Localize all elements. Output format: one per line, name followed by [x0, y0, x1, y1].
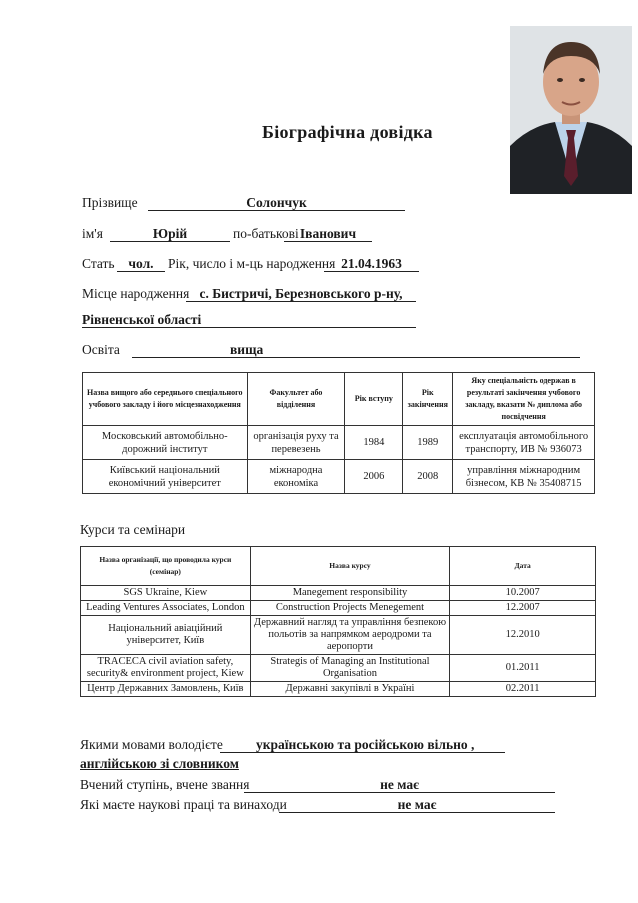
table-cell: Центр Державних Замовлень, Київ: [81, 682, 251, 697]
surname-value: Солончук: [148, 195, 405, 211]
table-cell: Державні закупівлі в Україні: [250, 682, 450, 697]
table-row: [81, 586, 596, 601]
table-cell: Київський національний економічний університет: [83, 460, 248, 494]
table-cell: експлуатація автомобільного транспорту, ИВ № 936073: [453, 426, 595, 460]
table-row: [81, 655, 596, 682]
table-cell: 2006: [345, 460, 403, 494]
header-course-name: Назва курсу: [250, 547, 450, 586]
page-title: Біографічна довідка: [262, 122, 433, 142]
header-graduation-year: Рік закінчення: [403, 373, 453, 426]
degree-label: Вчений ступінь, вчене звання: [80, 777, 250, 792]
table-row: [83, 460, 595, 494]
table-cell: Московський автомобільно-дорожний інститут: [83, 426, 248, 460]
table-cell: організація руху та перевезень: [247, 426, 345, 460]
table-cell: Державний нагляд та управління безпекою польотів за напрямком аеродроми та аеропорти: [250, 616, 450, 655]
courses-table: [80, 546, 596, 697]
name-value: Юрій: [110, 226, 230, 242]
table-cell: 2008: [403, 460, 453, 494]
degree-value: не має: [244, 777, 555, 793]
dob-label: Рік, число і м-ць народження: [168, 256, 336, 271]
table-cell: 01.2011: [450, 655, 596, 682]
languages-label: Якими мовами володієте: [80, 737, 223, 752]
portrait-photo: [510, 26, 632, 194]
table-cell: 12.2007: [450, 601, 596, 616]
patronymic-label: по-батькові: [233, 226, 299, 241]
sex-label: Стать: [82, 256, 115, 271]
table-cell: 02.2011: [450, 682, 596, 697]
table-cell: TRACECA civil aviation safety, security& environment project, Kiew: [81, 655, 251, 682]
table-cell: Manegement responsibility: [250, 586, 450, 601]
header-institution: Назва вищого або середнього спеціального учбового закладу і його місцезнаходження: [83, 373, 248, 426]
table-cell: 1984: [345, 426, 403, 460]
works-label: Які маєте наукові праці та винаходи: [80, 797, 287, 812]
header-entry-year: Рік вступу: [345, 373, 403, 426]
table-row: [81, 616, 596, 655]
name-label: ім'я: [82, 226, 103, 241]
languages-value-continued: англійською зі словником: [80, 756, 239, 771]
birthplace-continued: [82, 312, 416, 328]
education-value-line: [132, 342, 580, 358]
table-row: [83, 426, 595, 460]
table-row: [81, 601, 596, 616]
table-row: [81, 682, 596, 697]
birthplace-label: Місце народження: [82, 286, 190, 301]
languages-value: українською та російською вільно ,: [256, 737, 475, 752]
courses-title: Курси та семінари: [80, 522, 186, 537]
education-value: вища: [230, 342, 264, 357]
table-cell: SGS Ukraine, Kiew: [81, 586, 251, 601]
table-cell: 1989: [403, 426, 453, 460]
education-table: [82, 372, 595, 494]
education-table-header: [83, 373, 595, 426]
sex-value: чол.: [117, 256, 165, 272]
works-value: не має: [279, 797, 555, 813]
table-cell: Construction Projects Menegement: [250, 601, 450, 616]
header-date: Дата: [450, 547, 596, 586]
table-cell: Strategis of Managing an Institutional Organisation: [250, 655, 450, 682]
surname-label: Прізвище: [82, 195, 138, 210]
birthplace-region: Рівненської області: [82, 312, 202, 327]
languages-line: [220, 737, 505, 753]
table-cell: управління міжнародним бізнесом, КВ № 35408715: [453, 460, 595, 494]
table-cell: міжнародна економіка: [247, 460, 345, 494]
courses-table-header: [81, 547, 596, 586]
education-label: Освіта: [82, 342, 120, 357]
table-cell: Leading Ventures Associates, London: [81, 601, 251, 616]
table-cell: 12.2010: [450, 616, 596, 655]
patronymic-value: Іванович: [284, 226, 372, 242]
header-organization: Назва організації, що проводила курси (семінар): [81, 547, 251, 586]
header-faculty: Факультет або відділення: [247, 373, 345, 426]
birthplace-value: с. Бистричі, Березновського р-ну,: [186, 286, 416, 302]
dob-value: 21.04.1963: [324, 256, 419, 272]
table-cell: 10.2007: [450, 586, 596, 601]
header-specialty: Яку спеціальність одержав в результаті закінчення учбового закладу, вказати № диплома або посвідчення: [453, 373, 595, 426]
table-cell: Національний авіаційний університет, Київ: [81, 616, 251, 655]
